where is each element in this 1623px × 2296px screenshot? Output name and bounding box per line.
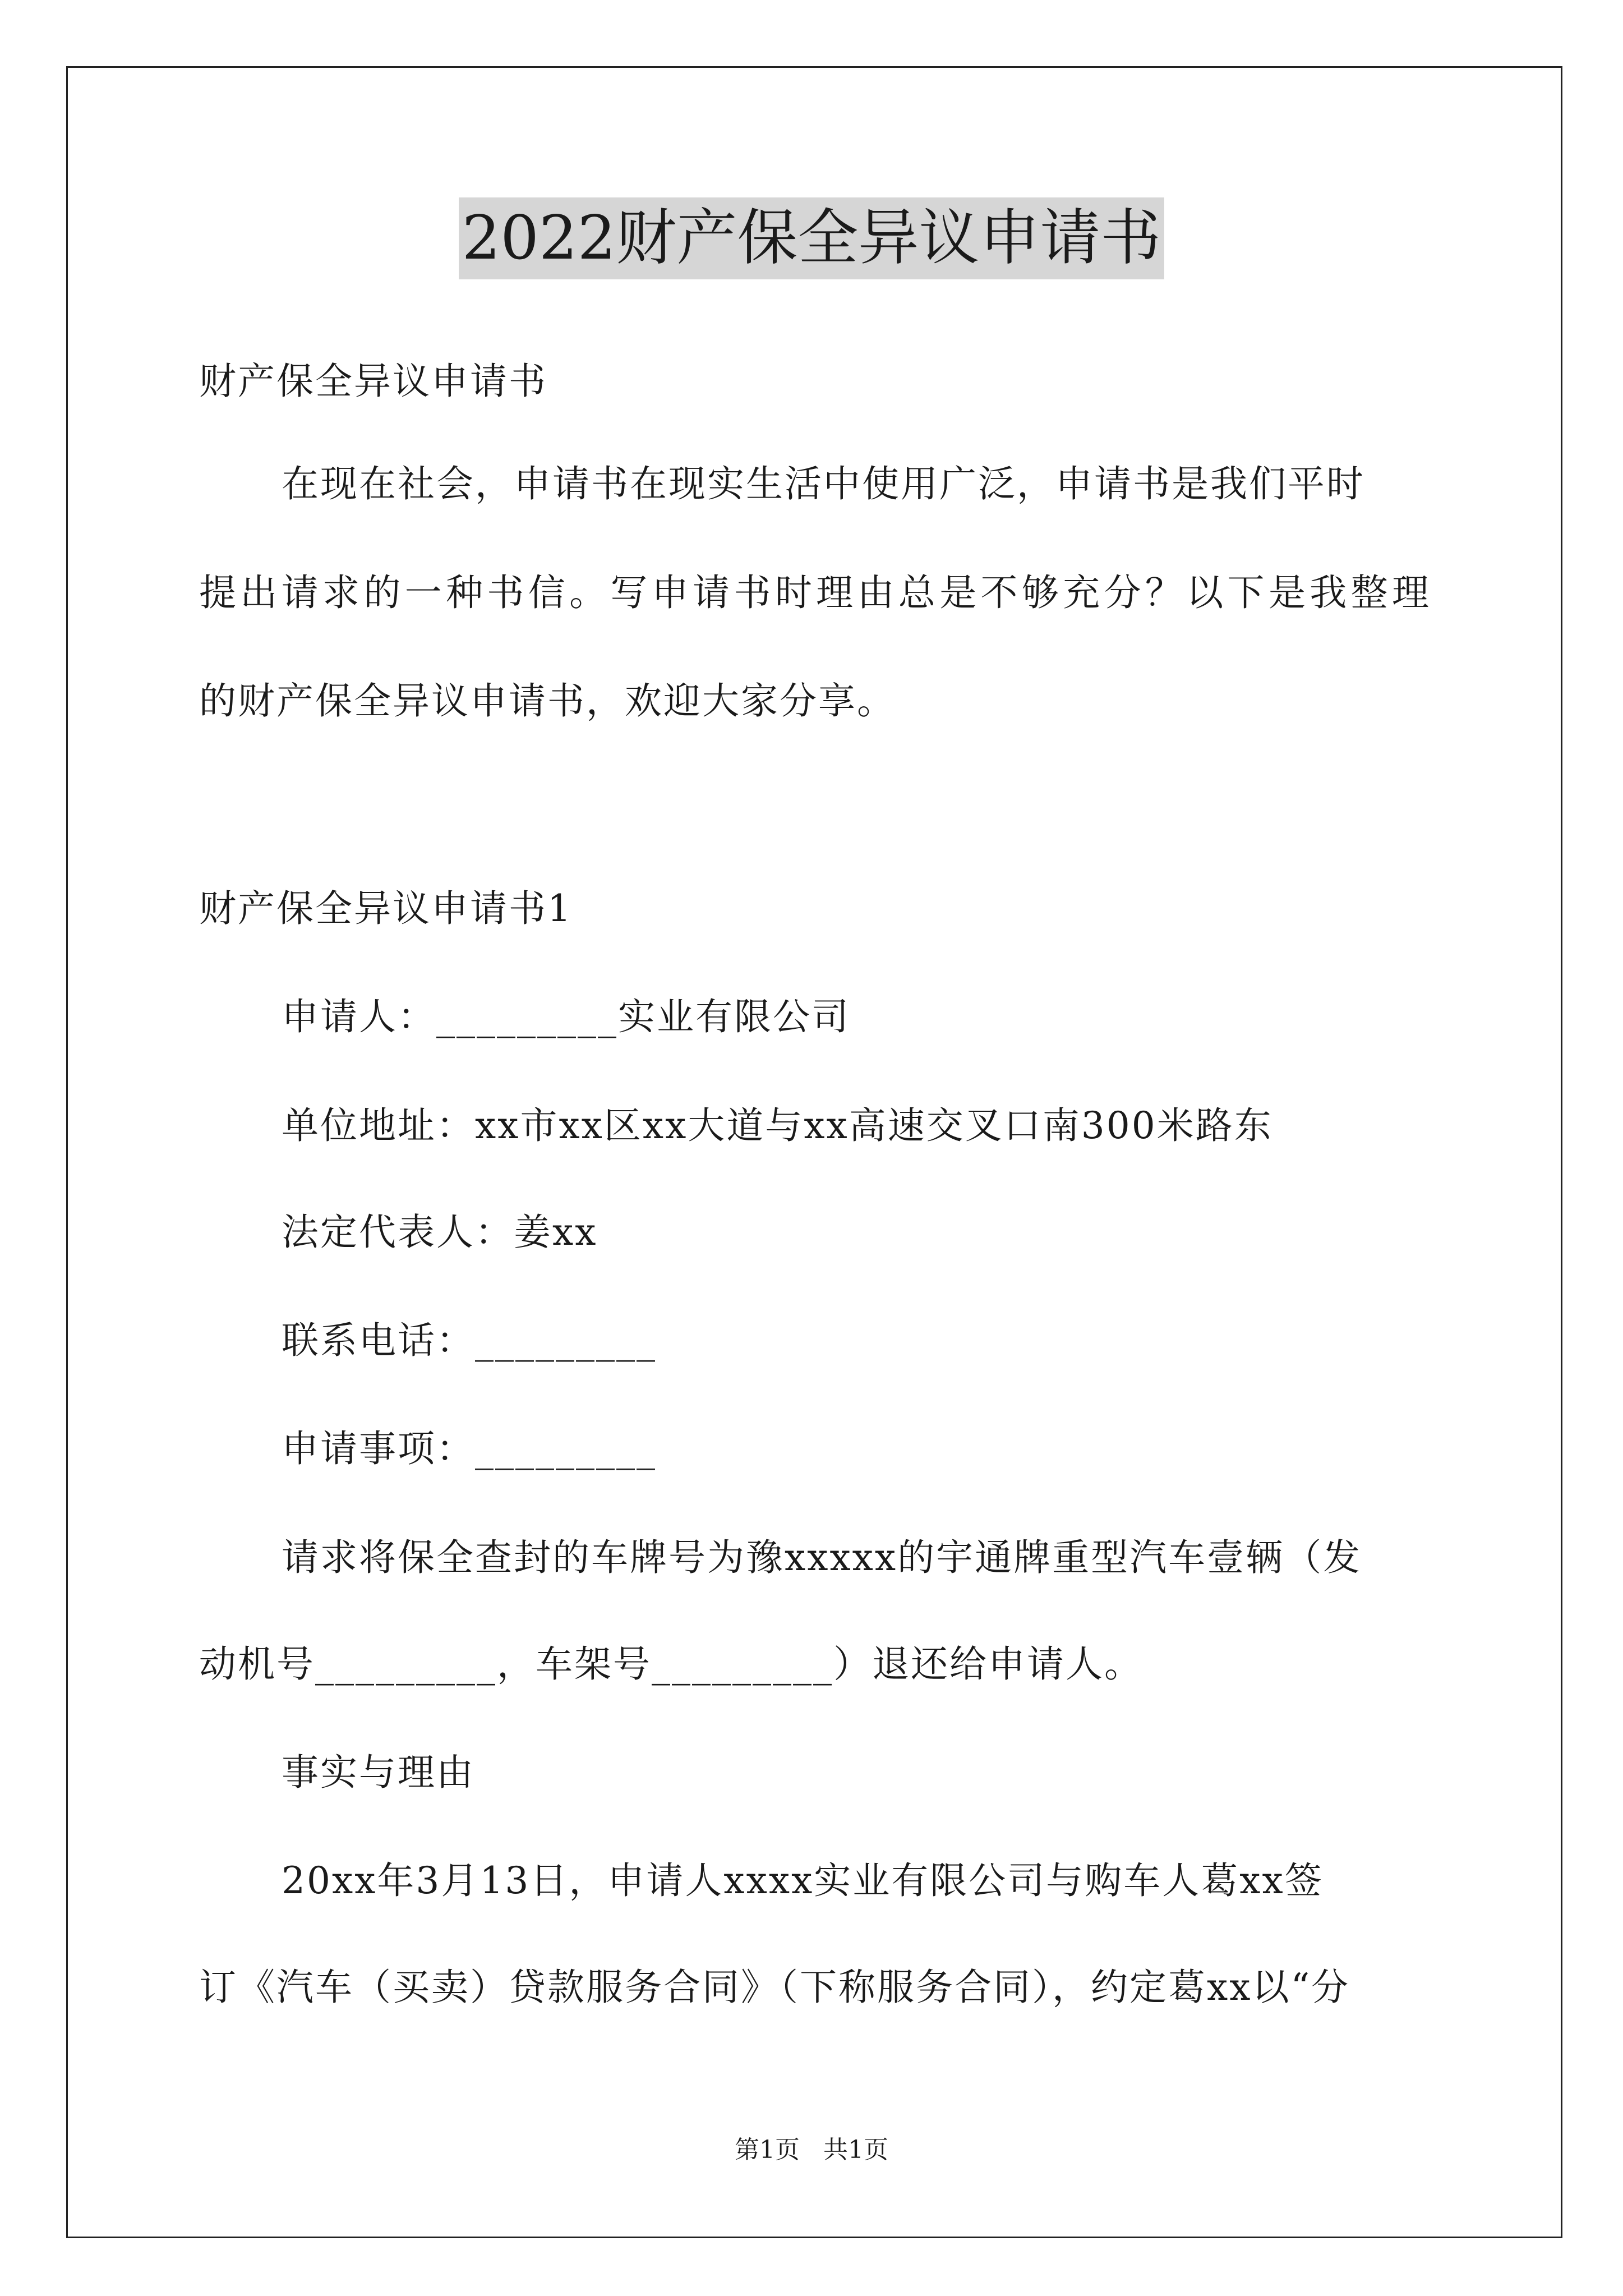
paragraph-line: 20xx年3月13日，申请人xxxx实业有限公司与购车人葛xx签 [282, 1859, 1324, 1902]
legal-rep-line: 法定代表人：姜xx [282, 1211, 598, 1254]
section-heading: 事实与理由 [282, 1751, 475, 1794]
paragraph-line: 在现在社会，申请书在现实生活中使用广泛，申请书是我们平时 [282, 462, 1365, 505]
applicant-line: 申请人：_________实业有限公司 [282, 995, 850, 1038]
page-footer: 第1页 共1页 [735, 2136, 888, 2164]
document-title: 2022财产保全异议申请书 [459, 197, 1165, 279]
paragraph-line: 请求将保全查封的车牌号为豫xxxxx的宇通牌重型汽车壹辆（发 [282, 1536, 1362, 1579]
phone-line: 联系电话：_________ [282, 1319, 657, 1362]
section-heading: 财产保全异议申请书 [199, 360, 547, 403]
section-heading: 财产保全异议申请书1 [199, 887, 573, 930]
paragraph-line: 提出请求的一种书信。写申请书时理由总是不够充分？以下是我整理 [199, 571, 1431, 614]
request-item-line: 申请事项：_________ [282, 1427, 657, 1470]
paragraph-line: 订《汽车（买卖）贷款服务合同》（下称服务合同），约定葛xx以“分 [199, 1966, 1350, 2009]
address-line: 单位地址：xx市xx区xx大道与xx高速交叉口南300米路东 [282, 1104, 1273, 1147]
paragraph-line: 动机号_________，车架号_________）退还给申请人。 [199, 1642, 1143, 1686]
paragraph-line: 的财产保全异议申请书，欢迎大家分享。 [199, 679, 896, 723]
title-wrapper [0, 197, 1623, 279]
